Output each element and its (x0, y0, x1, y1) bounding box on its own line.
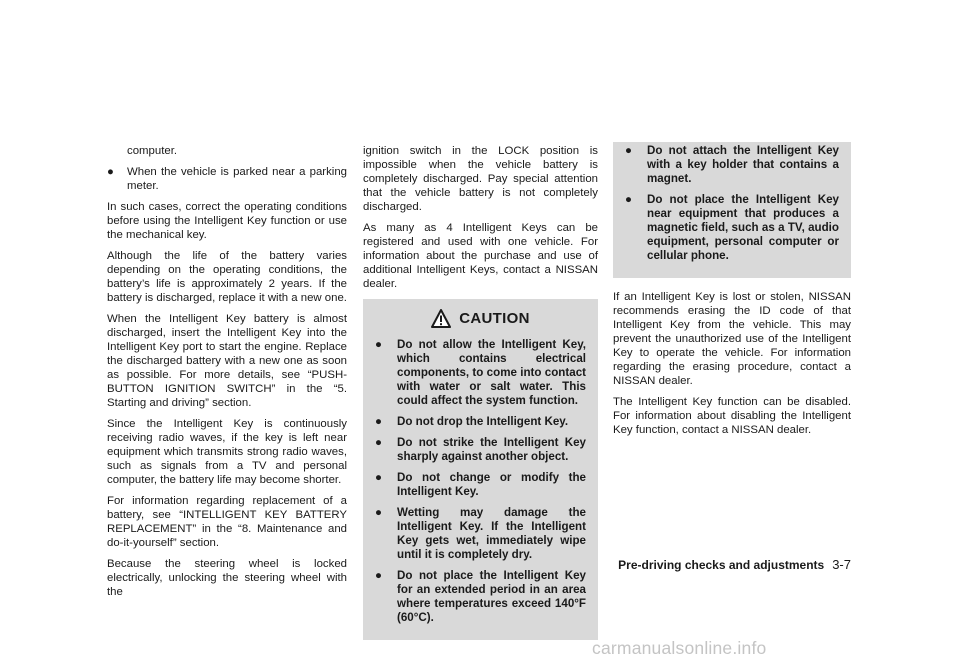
paragraph: In such cases, correct the operating conditions before using the Intelligent Key function or use the mechanical key. (107, 201, 347, 241)
caution-item-text: Do not allow the Intelligent Key, which contains electrical components, to come into contact with water or salt water. This could affect the system function. (397, 338, 586, 407)
paragraph: Since the Intelligent Key is continuously receiving radio waves, if the key is left near equipment which transmits strong radio waves, such as signals from a TV and personal computer, the battery life may become shorter. (107, 418, 347, 486)
page-footer (613, 557, 851, 572)
caution-item-text: Do not place the Intelligent Key for an extended period in an area where temperatures exceed 140°F (60°C). (397, 569, 586, 624)
paragraph: For information regarding replacement of a battery, see “INTELLIGENT KEY BATTERY REPLACEMENT” in the “8. Maintenance and do-it-yourself” section. (107, 495, 347, 549)
section-title: Pre-driving checks and adjustments (618, 558, 825, 572)
bullet-dot: ● (375, 569, 383, 582)
bullet-dot: ● (625, 144, 633, 157)
caution-title: CAUTION (459, 309, 530, 327)
caution-header (375, 309, 586, 328)
caution-item-text: Do not strike the Intelligent Key sharply against another object. (397, 436, 586, 463)
continued-text: computer. (127, 145, 178, 157)
paragraph: ignition switch in the LOCK position is impossible when the vehicle battery is completely discharged. Pay special attention that the vehicle battery is not completely discharged. (363, 145, 598, 213)
bullet-dot: ● (375, 338, 383, 351)
caution-item-text: Do not drop the Intelligent Key. (397, 415, 569, 428)
bullet-dot: ● (625, 193, 633, 206)
bullet-item (107, 165, 347, 193)
caution-item (625, 193, 839, 263)
page-number: 3-7 (832, 557, 851, 572)
column-right (613, 144, 851, 444)
column-left (107, 144, 347, 606)
paragraph: If an Intelligent Key is lost or stolen, NISSAN recommends erasing the ID code of that Intelligent Key from the vehicle. This may prevent the unauthorized use of the Intelligent Key to operate the vehicle. For information regarding the erasing procedure, contact a NISSAN dealer. (613, 291, 851, 387)
caution-item (375, 569, 586, 625)
caution-item-text: Do not attach the Intelligent Key with a key holder that contains a magnet. (647, 144, 839, 185)
bullet-text: When the vehicle is parked near a parking meter. (127, 166, 347, 192)
caution-item (375, 338, 586, 408)
caution-item (375, 415, 586, 429)
paragraph: As many as 4 Intelligent Keys can be registered and used with one vehicle. For information about the purchase and use of additional Intelligent Keys, contact a NISSAN dealer. (363, 222, 598, 290)
paragraph: The Intelligent Key function can be disabled. For information about disabling the Intelligent Key function, contact a NISSAN dealer. (613, 396, 851, 436)
caution-item-text: Wetting may damage the Intelligent Key. If the Intelligent Key gets wet, immediately wipe until it is completely dry. (397, 506, 586, 561)
caution-item (375, 506, 586, 562)
caution-item (625, 144, 839, 186)
paragraph: Because the steering wheel is locked electrically, unlocking the steering wheel with the (107, 558, 347, 598)
bullet-dot: ● (375, 415, 383, 428)
bullet-dot: ● (375, 506, 383, 519)
caution-box (363, 299, 598, 640)
watermark: carmanualsonline.info (592, 638, 767, 658)
bullet-dot: ● (375, 471, 383, 484)
paragraph: Although the life of the battery varies depending on the operating conditions, the battery’s life is approximately 2 years. If the battery is discharged, replace it with a new one. (107, 250, 347, 304)
bullet-dot: ● (107, 166, 114, 178)
caution-item (375, 436, 586, 464)
bullet-dot: ● (375, 436, 383, 449)
caution-item-text: Do not change or modify the Intelligent Key. (397, 471, 586, 498)
caution-item (375, 471, 586, 499)
paragraph: When the Intelligent Key battery is almost discharged, insert the Intelligent Key into the Intelligent Key port to start the engine. Replace the discharged battery with a new one as soon as possible. For more details, see “PUSH-BUTTON IGNITION SWITCH” in the “5. Starting and driving” section. (107, 313, 347, 409)
caution-box-continued (613, 142, 851, 278)
column-middle (363, 144, 598, 640)
warning-triangle-icon (431, 309, 451, 328)
caution-item-text: Do not place the Intelligent Key near equipment that produces a magnetic field, such as a TV, audio equipment, personal computer or cellular phone. (647, 193, 839, 262)
